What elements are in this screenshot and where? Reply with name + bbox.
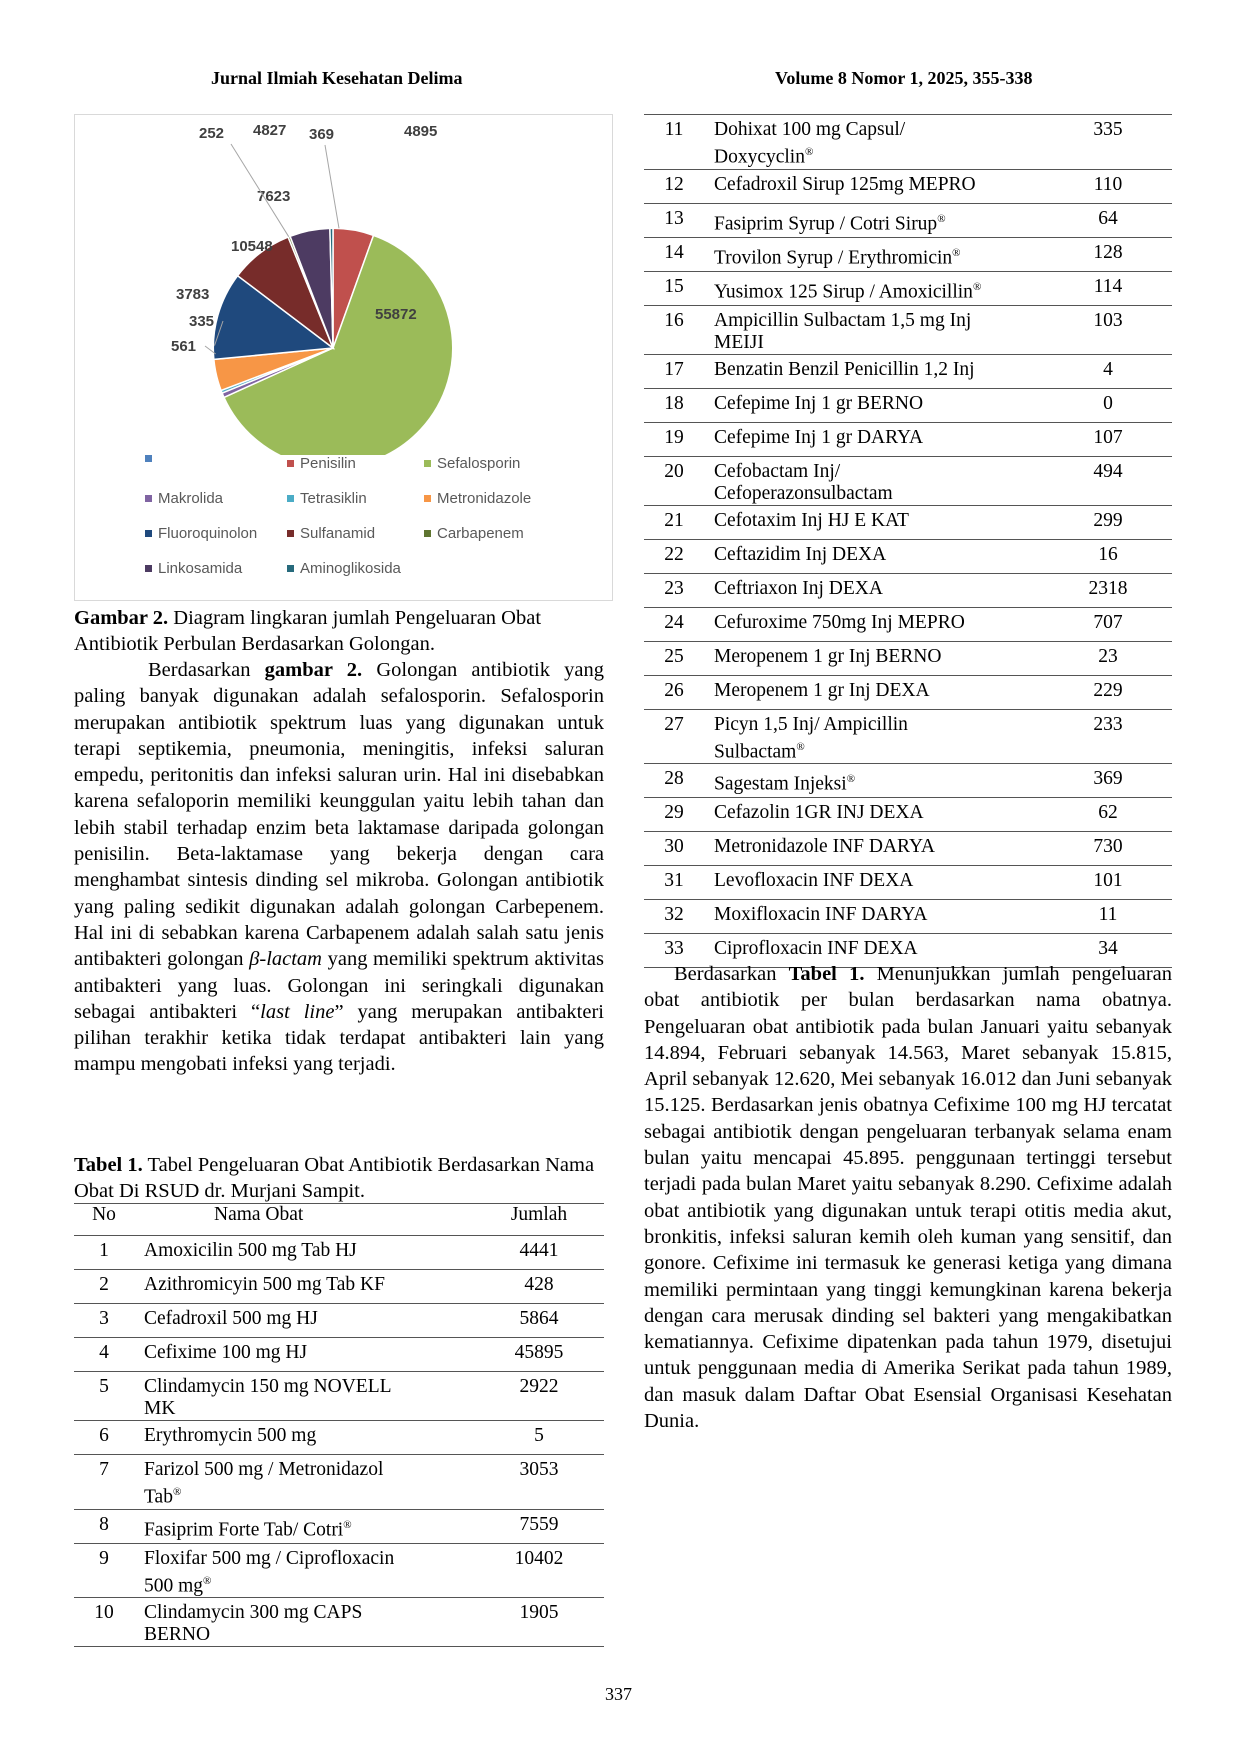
cell-name: Cefuroxime 750mg Inj MEPRO bbox=[714, 611, 965, 633]
header-name: Nama Obat bbox=[214, 1204, 304, 1225]
cell-qty: 110 bbox=[1093, 173, 1123, 195]
cell-qty: 7559 bbox=[519, 1513, 559, 1535]
pie-data-label: 4895 bbox=[404, 123, 438, 140]
cell-qty: 369 bbox=[1093, 768, 1123, 789]
legend-item bbox=[424, 525, 524, 542]
cell-name: Trovilon Syrup / Erythromicin® bbox=[714, 246, 961, 268]
cell-name: Clindamycin 300 mg CAPS BERNO bbox=[144, 1602, 363, 1645]
legend-item bbox=[287, 560, 401, 577]
table-row bbox=[644, 539, 1172, 573]
table-row bbox=[644, 271, 1172, 305]
legend-label: Carbapenem bbox=[437, 525, 524, 542]
cell-no: 10 bbox=[94, 1602, 114, 1623]
cell-name: Metronidazole INF DARYA bbox=[714, 836, 935, 857]
cell-name: Clindamycin 150 mg NOVELL MK bbox=[144, 1376, 392, 1419]
cell-name: Amoxicilin 500 mg Tab HJ bbox=[144, 1240, 357, 1261]
table-row bbox=[74, 1455, 604, 1510]
cell-name: Cefixime 100 mg HJ bbox=[144, 1342, 308, 1363]
table-row bbox=[644, 798, 1172, 832]
cell-no: 11 bbox=[664, 119, 684, 140]
legend-swatch bbox=[145, 455, 152, 462]
cell-no: 22 bbox=[664, 543, 684, 565]
page-number: 337 bbox=[605, 1684, 632, 1704]
cell-name: Floxifar 500 mg / Ciprofloxacin 500 mg® bbox=[144, 1547, 395, 1596]
cell-name: Erythromycin 500 mg bbox=[144, 1425, 317, 1446]
cell-qty: 2318 bbox=[1088, 577, 1128, 599]
left-body-text bbox=[74, 657, 604, 1078]
legend-item bbox=[424, 490, 531, 507]
pie-data-label: 369 bbox=[309, 126, 335, 143]
cell-no: 1 bbox=[99, 1240, 109, 1261]
antibiotic-table-right bbox=[644, 114, 1172, 968]
cell-no: 20 bbox=[664, 460, 684, 482]
cell-no: 29 bbox=[664, 802, 684, 823]
table-row bbox=[74, 1304, 604, 1338]
cell-no: 27 bbox=[664, 713, 684, 735]
cell-no: 5 bbox=[99, 1376, 109, 1397]
chart-legend bbox=[75, 455, 614, 595]
cell-qty: 2922 bbox=[519, 1376, 559, 1397]
legend-swatch bbox=[287, 565, 294, 572]
cell-no: 13 bbox=[664, 207, 684, 229]
legend-label: Linkosamida bbox=[158, 560, 243, 577]
table-row bbox=[644, 422, 1172, 456]
cell-name: Farizol 500 mg / Metronidazol Tab® bbox=[144, 1459, 384, 1508]
figure-caption: Gambar 2. Diagram lingkaran jumlah Pengeluaran Obat Antibiotik Perbulan Berdasarkan Golongan. bbox=[74, 607, 542, 655]
table-row bbox=[644, 115, 1172, 170]
legend-label: Sulfanamid bbox=[300, 525, 376, 542]
cell-qty: 128 bbox=[1093, 241, 1123, 263]
legend-swatch bbox=[287, 460, 294, 467]
header-no: No bbox=[92, 1204, 116, 1225]
cell-name: Yusimox 125 Sirup / Amoxicillin® bbox=[714, 280, 982, 302]
table-row bbox=[644, 866, 1172, 900]
journal-title: Jurnal Ilmiah Kesehatan Delima bbox=[211, 68, 463, 88]
legend-item bbox=[145, 525, 257, 542]
table-row bbox=[644, 607, 1172, 641]
cell-qty: 62 bbox=[1098, 802, 1118, 823]
paragraph: Berdasarkan Tabel 1. Menunjukkan jumlah pengeluaran obat antibiotik per bulan berdasarkan nama obatnya. Pengeluaran obat antibiotik pada bulan Januari yaitu sebanyak 14.894, Februari sebanyak 14.563, Maret sebanyak 15.815, April sebanyak 12.620, Mei sebanyak 16.012 dan Juni sebanyak 15.125. Berdasarkan jenis obatnya Cefixime 100 mg HJ tercatat sebagai antibiotik dengan pengeluaran terbanyak selama enam bulan yaitu mencapai 45.895. penggunaan tertinggi tersebut terjadi pada bulan Maret yaitu sebanyak 8.290. Cefixime adalah obat antibiotik yang digunakan untuk terapi otitis media akut, bronkitis, infeksi saluran kemih oleh kuman yang sensitif, dan gonore. Cefixime ini termasuk ke generasi ketiga yang dimana memiliki permintaan yang tinggi kemungkinan karena bekerja dengan cara merusak dinding sel bakteri yang mengakibatkan kematiannya. Cefixime dipatenkan pada tahun 1979, disetujui untuk penggunaan media di Amerika Serikat pada tahun 1989, dan masuk dalam Daftar Obat Esensial Organisasi Kesehatan Dunia. bbox=[644, 963, 1172, 1433]
cell-no: 28 bbox=[664, 768, 684, 789]
table-row bbox=[74, 1236, 604, 1270]
cell-no: 3 bbox=[99, 1308, 109, 1329]
cell-qty: 4 bbox=[1103, 358, 1113, 380]
cell-name: Ceftazidim Inj DEXA bbox=[714, 543, 887, 565]
cell-name: Ampicillin Sulbactam 1,5 mg Inj MEIJI bbox=[714, 309, 972, 353]
header-qty: Jumlah bbox=[510, 1204, 568, 1225]
legend-label: Tetrasiklin bbox=[300, 490, 367, 507]
cell-name: Cefadroxil 500 mg HJ bbox=[144, 1308, 318, 1329]
legend-item bbox=[424, 455, 520, 472]
legend-swatch bbox=[145, 495, 152, 502]
cell-name: Meropenem 1 gr Inj BERNO bbox=[714, 645, 942, 667]
table-row bbox=[644, 203, 1172, 237]
cell-no: 6 bbox=[99, 1425, 109, 1446]
cell-name: Sagestam Injeksi® bbox=[714, 773, 856, 795]
cell-qty: 1905 bbox=[519, 1602, 559, 1623]
cell-qty: 114 bbox=[1093, 275, 1123, 297]
cell-no: 7 bbox=[99, 1459, 109, 1480]
cell-name: Cefepime Inj 1 gr BERNO bbox=[714, 392, 924, 414]
pie-data-label: 3783 bbox=[176, 286, 210, 303]
cell-name: Ceftriaxon Inj DEXA bbox=[714, 577, 883, 599]
legend-item bbox=[145, 490, 223, 507]
legend-swatch bbox=[145, 530, 152, 537]
pie-data-label: 335 bbox=[189, 313, 215, 330]
cell-name: Ciprofloxacin INF DEXA bbox=[714, 938, 918, 959]
legend-item bbox=[287, 455, 356, 472]
pie-data-label: 55872 bbox=[375, 306, 417, 323]
cell-name: Cefobactam Inj/ Cefoperazonsulbactam bbox=[714, 460, 893, 504]
cell-name: Benzatin Benzil Penicillin 1,2 Inj bbox=[714, 358, 975, 380]
table-row bbox=[644, 675, 1172, 709]
cell-qty: 10402 bbox=[514, 1547, 564, 1569]
pie-data-label: 252 bbox=[199, 125, 225, 142]
cell-no: 14 bbox=[664, 241, 684, 263]
cell-no: 33 bbox=[664, 938, 684, 959]
pie-chart-svg bbox=[75, 115, 614, 455]
cell-no: 25 bbox=[664, 645, 684, 667]
cell-qty: 0 bbox=[1103, 392, 1113, 414]
legend-item bbox=[145, 560, 242, 577]
pie-data-label: 7623 bbox=[257, 188, 291, 205]
cell-qty: 335 bbox=[1093, 119, 1123, 140]
cell-no: 19 bbox=[664, 426, 684, 448]
cell-qty: 233 bbox=[1093, 713, 1123, 735]
cell-name: Azithromicyin 500 mg Tab KF bbox=[144, 1274, 385, 1295]
leader-line bbox=[325, 145, 339, 228]
table-row bbox=[74, 1338, 604, 1372]
cell-no: 24 bbox=[664, 611, 684, 633]
table-row bbox=[74, 1270, 604, 1304]
cell-qty: 229 bbox=[1093, 679, 1123, 701]
cell-name: Levofloxacin INF DEXA bbox=[714, 870, 914, 891]
cell-no: 31 bbox=[664, 870, 684, 891]
table-row bbox=[644, 388, 1172, 422]
cell-no: 21 bbox=[664, 509, 684, 531]
cell-qty: 730 bbox=[1093, 836, 1123, 857]
legend-label: Sefalosporin bbox=[437, 455, 521, 472]
legend-swatch bbox=[424, 495, 431, 502]
table-row bbox=[644, 709, 1172, 764]
cell-name: Cefepime Inj 1 gr DARYA bbox=[714, 426, 924, 448]
pie-data-label: 4827 bbox=[253, 122, 287, 139]
cell-qty: 16 bbox=[1098, 543, 1118, 565]
table-row bbox=[644, 237, 1172, 271]
legend-label: Penisilin bbox=[300, 455, 356, 472]
volume-info: Volume 8 Nomor 1, 2025, 355-338 bbox=[775, 68, 1033, 88]
cell-qty: 64 bbox=[1098, 207, 1118, 229]
table-row bbox=[644, 354, 1172, 388]
cell-name: Dohixat 100 mg Capsul/ Doxycyclin® bbox=[714, 119, 906, 168]
cell-no: 9 bbox=[99, 1547, 109, 1569]
table-row bbox=[74, 1421, 604, 1455]
pie-data-label: 10548 bbox=[231, 238, 273, 255]
legend-item bbox=[287, 525, 375, 542]
cell-name: Fasiprim Forte Tab/ Cotri® bbox=[144, 1518, 352, 1540]
table-row bbox=[644, 573, 1172, 607]
pie-chart bbox=[74, 114, 613, 601]
table-row bbox=[644, 505, 1172, 539]
cell-qty: 107 bbox=[1093, 426, 1123, 448]
cell-no: 30 bbox=[664, 836, 684, 857]
cell-qty: 299 bbox=[1093, 509, 1123, 531]
cell-qty: 3053 bbox=[519, 1459, 559, 1480]
table-row bbox=[644, 764, 1172, 798]
cell-no: 32 bbox=[664, 904, 684, 925]
legend-label: Fluoroquinolon bbox=[158, 525, 258, 542]
cell-name: Fasiprim Syrup / Cotri Sirup® bbox=[714, 212, 946, 234]
legend-label: Metronidazole bbox=[437, 490, 532, 507]
legend-swatch bbox=[287, 495, 294, 502]
cell-qty: 5864 bbox=[519, 1308, 559, 1329]
cell-no: 12 bbox=[664, 173, 684, 195]
cell-qty: 494 bbox=[1093, 460, 1123, 482]
right-body-text bbox=[644, 961, 1172, 1434]
table-row bbox=[74, 1598, 604, 1647]
table-title: Tabel 1. Tabel Pengeluaran Obat Antibiotik Berdasarkan Nama Obat Di RSUD dr. Murjani Sampit. bbox=[74, 1154, 595, 1202]
cell-name: Moxifloxacin INF DARYA bbox=[714, 904, 928, 925]
antibiotic-table-left bbox=[74, 1203, 604, 1647]
table-row bbox=[74, 1372, 604, 1421]
table-row bbox=[644, 456, 1172, 505]
table-row bbox=[644, 900, 1172, 934]
cell-qty: 34 bbox=[1098, 938, 1118, 959]
legend-label: Aminoglikosida bbox=[300, 560, 401, 577]
legend-item bbox=[145, 455, 158, 462]
legend-item bbox=[287, 490, 367, 507]
cell-name: Cefotaxim Inj HJ E KAT bbox=[714, 509, 909, 531]
legend-swatch bbox=[424, 460, 431, 467]
cell-name: Cefadroxil Sirup 125mg MEPRO bbox=[714, 173, 976, 195]
cell-qty: 23 bbox=[1098, 645, 1118, 667]
paragraph: Berdasarkan gambar 2. Golongan antibiotik yang paling banyak digunakan adalah sefalosporin. Sefalosporin merupakan antibiotik spektrum luas yang digunakan untuk terapi septikemia, pneumonia, meningitis, infeksi saluran empedu, peritonitis dan infeksi saluran urin. Hal ini disebabkan karena sefaloporin memiliki keunggulan yaitu lebih tahan dan lebih stabil terhadap enzim beta laktamase daripada golongan penisilin. Beta-laktamase yang bekerja dengan cara menghambat sintesis dinding sel mikroba. Golongan antibiotik yang paling sedikit digunakan adalah golongan Carbepenem. Hal ini di sebabkan karena Carbapenem adalah salah satu jenis antibakteri golongan β-lactam yang memiliki spektrum aktivitas antibakteri yang luas. Golongan ini seringkali digunakan sebagai antibakteri “last line” yang merupakan antibakteri pilihan terakhir ketika tidak terdapat antibakteri lain yang mampu mengobati infeksi yang terjadi. bbox=[74, 659, 605, 1076]
cell-name: Cefazolin 1GR INJ DEXA bbox=[714, 802, 924, 823]
cell-no: 2 bbox=[99, 1274, 109, 1295]
cell-no: 23 bbox=[664, 577, 684, 599]
cell-qty: 11 bbox=[1098, 904, 1118, 925]
cell-qty: 707 bbox=[1093, 611, 1123, 633]
legend-swatch bbox=[145, 565, 152, 572]
cell-qty: 4441 bbox=[519, 1240, 559, 1261]
table-row bbox=[644, 169, 1172, 203]
cell-qty: 103 bbox=[1093, 309, 1123, 331]
cell-no: 8 bbox=[99, 1513, 109, 1535]
cell-no: 16 bbox=[664, 309, 684, 331]
cell-qty: 45895 bbox=[514, 1342, 564, 1363]
cell-no: 18 bbox=[664, 392, 684, 414]
table-row bbox=[74, 1509, 604, 1543]
cell-name: Picyn 1,5 Inj/ Ampicillin Sulbactam® bbox=[714, 713, 908, 762]
legend-label: Makrolida bbox=[158, 490, 224, 507]
cell-no: 26 bbox=[664, 679, 684, 701]
cell-no: 4 bbox=[99, 1342, 109, 1363]
table-row bbox=[644, 305, 1172, 354]
table-row bbox=[74, 1543, 604, 1598]
cell-no: 15 bbox=[664, 275, 684, 297]
cell-qty: 428 bbox=[524, 1274, 554, 1295]
pie-data-label: 561 bbox=[171, 338, 197, 355]
cell-qty: 101 bbox=[1093, 870, 1123, 891]
cell-qty: 5 bbox=[534, 1425, 544, 1446]
cell-name: Meropenem 1 gr Inj DEXA bbox=[714, 679, 930, 701]
cell-no: 17 bbox=[664, 358, 684, 380]
legend-swatch bbox=[424, 530, 431, 537]
legend-swatch bbox=[287, 530, 294, 537]
table-row bbox=[644, 832, 1172, 866]
table-row bbox=[644, 641, 1172, 675]
